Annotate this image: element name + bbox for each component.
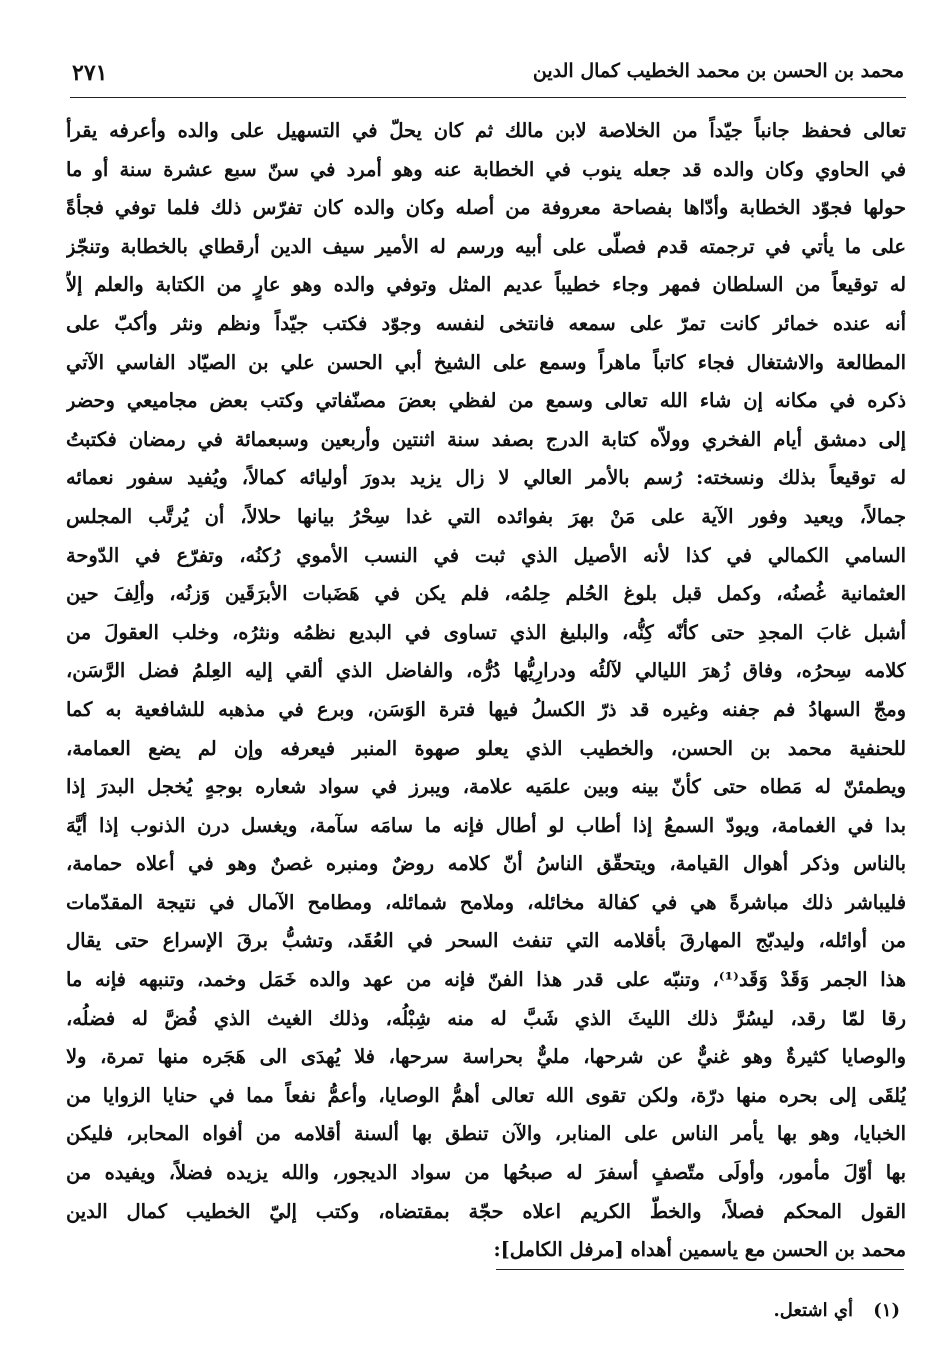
text-line: أنه عنده خمائر كانت تمرّ على سمعه فانتخى لنفسه وجوّد فكتب جيّداً ونظم ونثر وأكبّ على	[66, 311, 906, 335]
text-line: تعالى فحفظ جانباً جيّداً من الخلاصة لابن مالك ثم كان يحلّ في التسهيل على والده وأعرفه يقرأ	[66, 119, 906, 142]
footnote	[774, 1300, 900, 1321]
footnote-rule	[496, 1269, 904, 1270]
text-line: ذكره في مكانه إن شاء الله تعالى وسمع من لفظي بعضَ مصنّفاتي وكتب بعض مجاميعي وحضر	[66, 389, 906, 413]
text-line: أشبل غابَ المجدِ حتى كأنّه كِنُّه، والبليغ الذي تساوى في البديع نظمُه ونثرُه، وخلب العقولَ من	[66, 620, 906, 644]
text-line: جمالاً، ويعيد وفور الآية على مَنْ بهرَ بفوائده التي غدا سِحْرُ بيانها حلالاً، أن يُرتَّب المجلس	[66, 504, 906, 528]
text-line: محمد بن الحسن مع ياسمين أهداه [مرفل الكامل]:	[493, 1238, 906, 1262]
text-line: في الحاوي وكان والده قد جعله ينوب في الخطابة عنه وهو أمرد في سنّ سبع عشرة سنة أو ما	[66, 157, 906, 181]
text-line: ويطمئنّ له مَطاه حتى كأنّ بينه وبين علمَيه علامة، ويبرز في سواد شعاره بوجهٍ يُخجل البدرَ إذا	[66, 775, 906, 799]
body-text	[66, 112, 906, 1270]
text-line: السامي الكمالي في كذا لأنه الأصيل الذي ثبت في النسب الأموي رُكنُه، وتفرّع في الدّوحة	[66, 543, 906, 567]
text-line: القول المحكم فصلاً، والخطّ الكريم اعلاه حجّة بمقتضاه، وكتب إليّ الخطيب كمال الدين	[66, 1199, 906, 1223]
text-line: إلى دمشق أيام الفخري وولاّه كتابة الدرج بصفد سنة اثنتين وأربعين وسبعمائة في رمضان فكتبتُ	[66, 427, 906, 451]
text-line: للحنفية محمد بن الحسن، والخطيب الذي يعلو صهوة المنبر فيعرفه وإن لم يضع العمامة،	[66, 736, 906, 760]
text-line: يُلقَى إلى بحره منها درّة، ولكن تقوى الله تعالى أهمُّ الوصايا، وأعمُّ نفعاً مما في حنايا الزوايا من	[66, 1083, 906, 1107]
text-line: بها أوّلَ مأمور، وأولَى متّصفٍ أسفرَ له صبحُها من سواد الديجور، والله يزيده فضلاً، ويفيده من	[66, 1161, 906, 1185]
text-line: العثمانية غُصنُه، وكمل قبل بلوغ الحُلم حِلمُه، فلم يكن في هَضَبات الأبرَقَين وَزنُه، وألِفَ حين	[66, 582, 906, 606]
footnote-marker: (١)	[873, 1300, 900, 1321]
page-header	[72, 58, 904, 92]
text-line: فليباشر ذلك مباشرةً هي في كفالة مخائله، وملامح شمائله، ومطامح الآمال في نتيجة المقدّمات	[66, 890, 906, 914]
text-line: هذا الجمر وَقَدْ وَقَد⁽¹⁾، وتنبّه على قدر هذا الفنّ فإنه من عهد والده خَمَل وخمد، وتنبهه فإنه ما	[66, 968, 906, 992]
text-line: بدا في الغمامة، ويودّ السمعُ إذا أطاب لو أطال فإنه ما سامَه سآمة، ويغسل درن الذنوب إذا أيَّهَ	[66, 813, 906, 837]
text-line: حولها فجوّد الخطابة وأدّاها بفصاحة معروفة من أصله وكان والده كان تفرّس ذلك فلما توفي فجأةً	[66, 196, 906, 220]
text-line: له توقيعاً من السلطان فمهر وجاء خطيباً عديم المثل وتوفي والده وهو عارٍ من الكتابة والعلم إلاّ	[66, 273, 906, 297]
text-line: ومجّ السهادُ فم جفنه وغيره قد ذرّ الكسلُ فيها فترة الوَسَن، وبرع في مذهبه للشافعية به كما	[66, 697, 906, 721]
footnote-text: أي اشتعل.	[773, 1300, 853, 1321]
header-rule	[70, 97, 906, 98]
text-line: على ما يأتي في ترجمته قدم فصلّى على أبيه ورسم له الأمير سيف الدين أرقطاي بالخطابة وتنجّز	[66, 234, 906, 258]
text-line: من أوائله، وليدبّج المهارقَ بأقلامه التي تنفث السحر في العُقَد، وتشبُّ برقَ الإسراع حتى يقال	[66, 929, 906, 953]
text-line: له توقيعاً بذلك ونسخته: رُسم بالأمر العالي لا زال يزيد بدورَ أوليائه كمالاً، ويُفيد سفور نعمائه	[66, 466, 906, 490]
text-line: رقا لمّا رقد، ليسُرَّ ذلك الليثَ الذي شَبَّ له منه شِبْلُه، وذلك الغيث الذي فُضَّ له فضلُه،	[66, 1006, 906, 1030]
text-line: الخبايا، وهو بها يأمر الناس على المنابر، والآن تنطق بها ألسنة أقلامه من أفواه المحابر، فليكن	[66, 1122, 906, 1146]
text-line: بالناس وذكر أهوال القيامة، ويتحقّق الناسُ أنّ كلامه روضٌ ومنبره غصنٌ وهو في أعلاه حمامة،	[66, 852, 906, 876]
page-number: ٢٧١	[72, 60, 108, 86]
text-line: والوصايا كثيرةٌ وهو غنيٌّ عن شرحها، مليٌّ بحراسة سرحها، فلا يُهدَى الى هَجَره منها تمرة، ولا	[66, 1045, 906, 1069]
text-line: المطالعة والاشتغال فجاء كاتباً ماهراً وسمع على الشيخ أبي الحسن علي بن الصيّاد الفاسي الآتي	[66, 350, 906, 374]
running-title: محمد بن الحسن بن محمد الخطيب كمال الدين	[532, 60, 904, 82]
text-line: كلامه سِحرُه، وفاق زُهرَ الليالي لآلئُه ودرارِيُّها دُرُّه، والفاضل الذي ألقي إليه العِلمُ فضل الرَّسَن،	[66, 659, 906, 683]
